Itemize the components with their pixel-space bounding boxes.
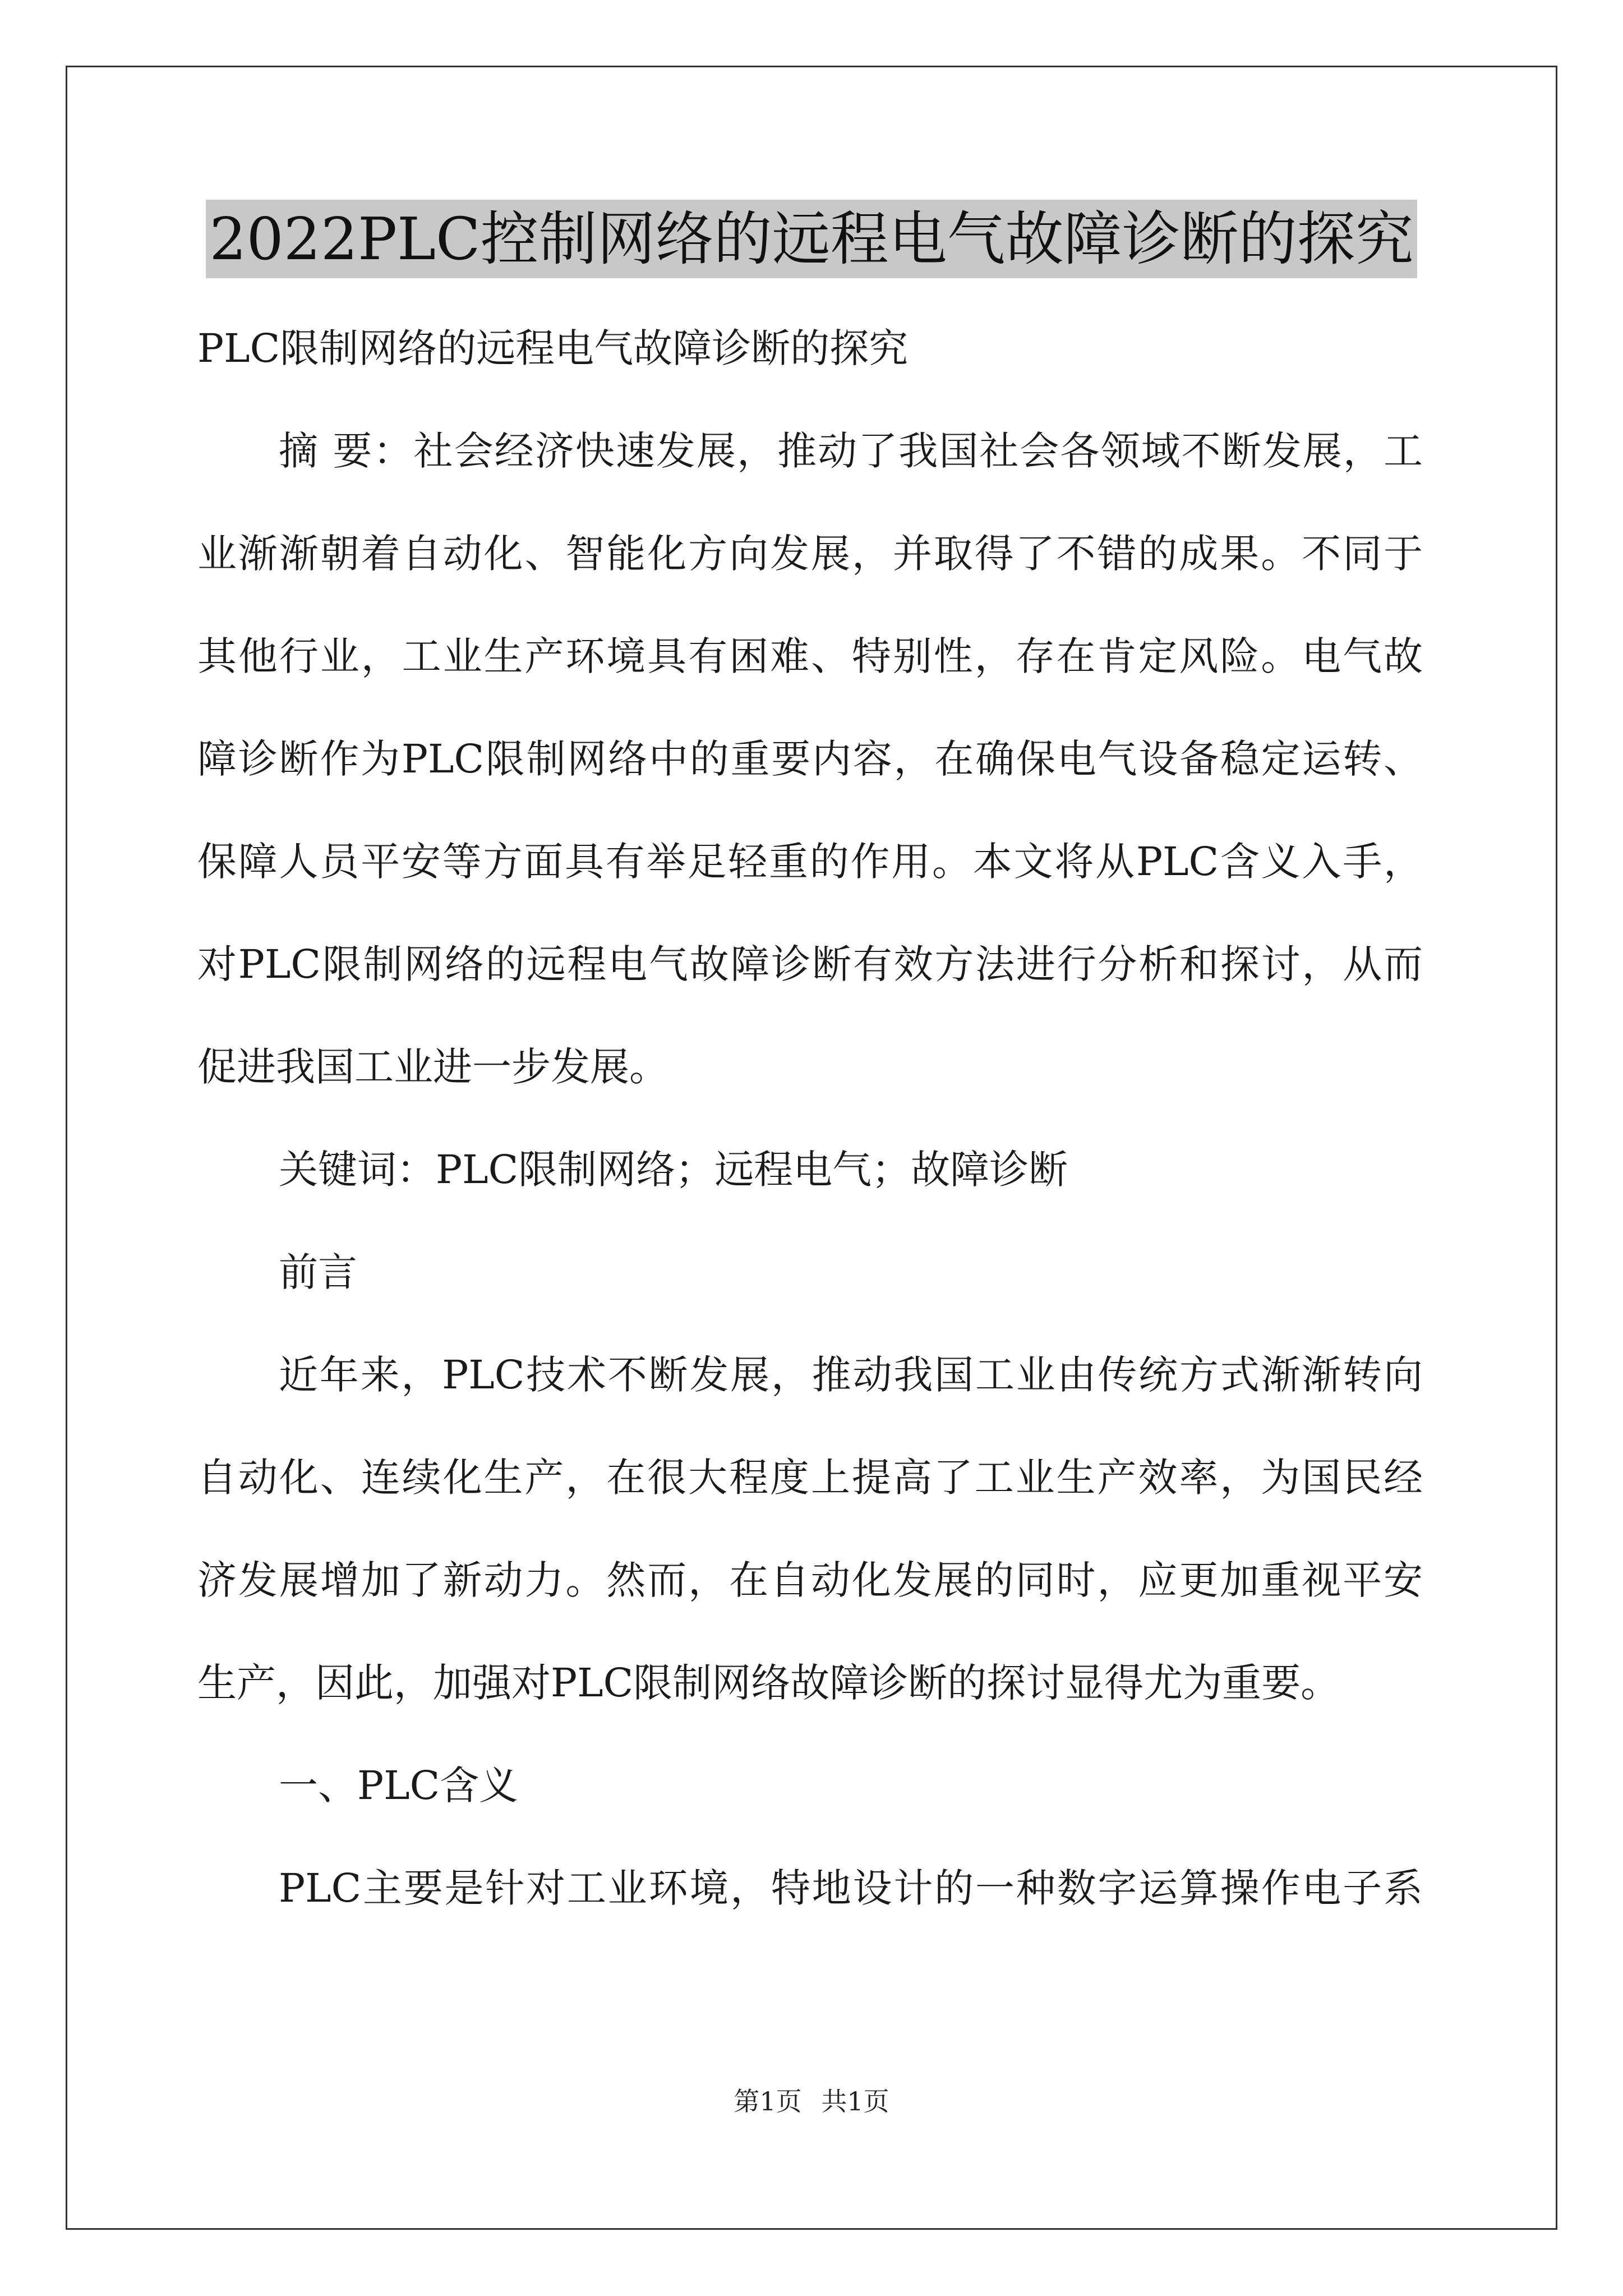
page-total: 共1页 <box>821 2086 889 2116</box>
paragraph-line: PLC主要是针对工业环境，特地设计的一种数字运算操作电子系 <box>279 1865 1423 1911</box>
paragraph-line: PLC限制网络的远程电气故障诊断的探究 <box>197 325 909 371</box>
paragraph-line: 其他行业，工业生产环境具有困难、特别性，存在肯定风险。电气故 <box>197 633 1423 679</box>
title-container <box>0 200 1623 278</box>
paragraph-line: 生产，因此，加强对PLC限制网络故障诊断的探讨显得尤为重要。 <box>197 1660 1340 1706</box>
paragraph-line: 一、PLC含义 <box>279 1763 519 1809</box>
paragraph-line: 自动化、连续化生产，在很大程度上提高了工业生产效率，为国民经 <box>197 1455 1423 1501</box>
page-footer <box>0 2081 1623 2118</box>
paragraph-line: 障诊断作为PLC限制网络中的重要内容，在确保电气设备稳定运转、 <box>197 736 1423 782</box>
document-title: 2022PLC控制网络的远程电气故障诊断的探究 <box>206 200 1417 278</box>
paragraph-line: 关键词：PLC限制网络；远程电气；故障诊断 <box>279 1147 1068 1193</box>
paragraph-line: 保障人员平安等方面具有举足轻重的作用。本文将从PLC含义入手， <box>197 839 1423 885</box>
paragraph-line: 业渐渐朝着自动化、智能化方向发展，并取得了不错的成果。不同于 <box>197 531 1423 577</box>
paragraph-line: 近年来，PLC技术不断发展，推动我国工业由传统方式渐渐转向 <box>279 1352 1423 1398</box>
page-number: 第1页 <box>734 2086 802 2116</box>
paragraph-line: 促进我国工业进一步发展。 <box>197 1044 668 1090</box>
paragraph-line: 济发展增加了新动力。然而，在自动化发展的同时，应更加重视平安 <box>197 1557 1423 1603</box>
paragraph-line: 前言 <box>279 1249 357 1295</box>
paragraph-line: 摘 要：社会经济快速发展，推动了我国社会各领域不断发展，工 <box>279 428 1423 474</box>
paragraph-line: 对PLC限制网络的远程电气故障诊断有效方法进行分析和探讨，从而 <box>197 941 1423 987</box>
document-body <box>197 297 1423 1940</box>
